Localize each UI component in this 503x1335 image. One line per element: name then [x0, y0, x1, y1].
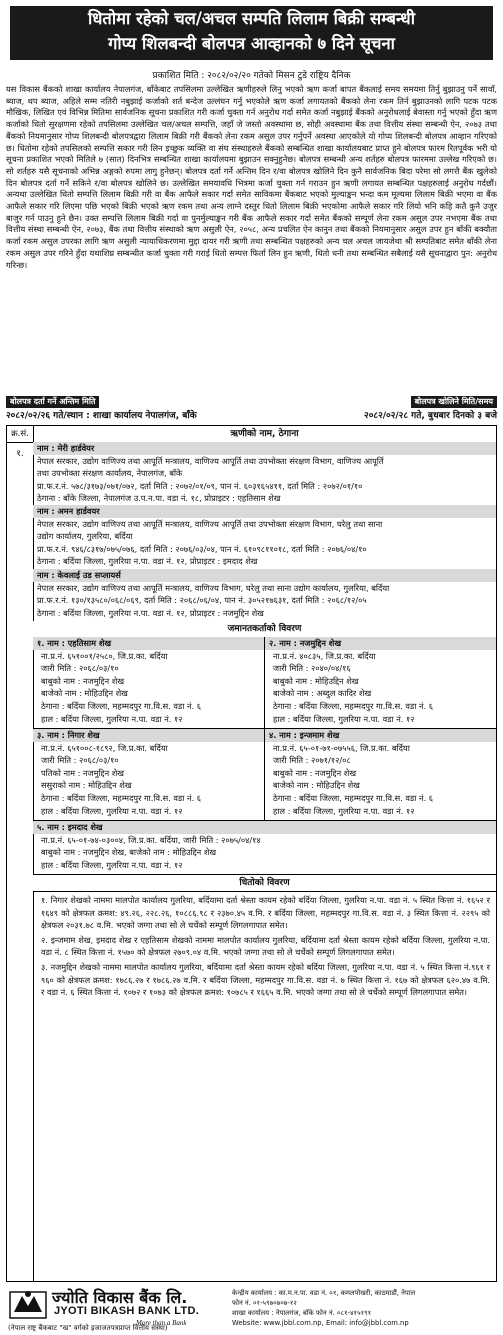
- borrower-entry: [33, 442, 496, 506]
- borrower-line: प्रा.फ.र.नं. ९४६/८३१७/०७५/०७६, दर्ता मिति : २०७६/०३/०४, पान नं. ६१०९८११०१८, दर्ता मिति : २०७६/०४/१०: [37, 543, 367, 554]
- guarantor-line: जारी मिति : २०७१/१२/०८: [273, 755, 351, 766]
- guarantor-line: बाजेको नाम : मोहिउद्दिन शेख: [273, 780, 360, 791]
- sn-header: क्र.सं.: [7, 426, 34, 442]
- borrower-line: प्रा.फ.र.नं. १३०/१३५८०/०६८/०६९, दर्ता मिति : २०६८/०६/०४, पान नं. ३०५२१७६३१, दर्ता मिति : २०६८/१२/०५: [37, 595, 367, 605]
- contact-branch: शाखा कार्यालय : नेपालगंज, बाँके फोन नं. ०८१-४१५१९१: [232, 1309, 372, 1317]
- guarantor-name: १. नाम : एहतिसाम शेख: [33, 637, 264, 650]
- borrower-line: ठेगाना : बर्दिया जिल्ला, गुलरिया न.पा. वडा नं. १२, प्रोप्राइटर : नजमुद्दिन शेख: [37, 607, 264, 618]
- guarantor-card: [265, 729, 496, 821]
- guarantor-line: ना.प्र.नं. ६५१००१/२५८०, जि.प्र.का. बर्दिया: [41, 650, 168, 661]
- guarantor-line: हाल : बर्दिया जिल्ला, गुलरिया न.पा. वडा नं. १२: [41, 713, 183, 724]
- guarantor-card: [33, 821, 496, 875]
- guarantor-card: [33, 637, 265, 729]
- borrower-line: ठेगाना : बाँके जिल्ला, नेपालगंज उ.प.न.पा. वडा नं. १८, प्रोप्राइटर : एहतिसाम शेख: [37, 493, 281, 503]
- guarantor-line: ठेगाना : बर्दिया जिल्ला, महम्मदपुर गा.वि.स. वडा नं. ६: [41, 792, 202, 803]
- guarantor-line: ना.प्र.नं. ४०८३५, जि.प्र.का. बर्दिया: [273, 650, 376, 661]
- sn-number: १.: [16, 449, 24, 459]
- guarantor-line: बाबुको नाम : मोहिउद्दिन शेख: [273, 675, 359, 686]
- borrower-line: तथा उपभोक्ता संरक्षण कार्यालय, नेपालगंज, बाँके: [37, 468, 183, 478]
- guarantor-line: बाजेको नाम : अब्दुल कादिर शेख: [273, 688, 372, 699]
- bank-footer: [0, 1284, 503, 1335]
- guarantor-name: ४. नाम : इन्जमाम शेख: [265, 729, 496, 742]
- register-deadline-label: बोलपत्र दर्ता गर्ने अन्तिम मिति: [6, 396, 99, 408]
- guarantor-line: हाल : बर्दिया जिल्ला, गुलरिया न.पा. वडा नं. १२: [273, 713, 415, 724]
- sn-column: [7, 442, 34, 1281]
- guarantor-card: [265, 637, 496, 729]
- borrower-line: नेपाल सरकार, उद्योग वाणिज्य तथा आपूर्ति मन्त्रालय, वाणिज्य आपूर्ति तथा उपभोक्ता संरक्षण विभाग, घरेलु तथा साना: [37, 518, 383, 529]
- guarantor-line: बाबुको नाम : नजमुद्दिन शेख: [41, 675, 125, 686]
- open-date-label: बोलपत्र खोलिने मिति/समय: [411, 396, 497, 408]
- bank-logo-icon: [8, 1288, 48, 1320]
- title-line-2: गोप्य शिलबन्दी बोलपत्र आव्हानको ७ दिने सूचना: [108, 34, 395, 53]
- guarantor-card: [33, 729, 265, 821]
- guarantor-line: जारी मिति : २०४०/०४/१६: [273, 663, 351, 674]
- borrower-line: नेपाल सरकार, उद्योग वाणिज्य तथा आपूर्ति मन्त्रालय, वाणिज्य आपूर्ति तथा उपभोक्ता संरक्षण विभाग, वाणिज्य आपूर्ति: [37, 455, 384, 466]
- contact-head-office: केन्द्रीय कार्यालय : का.म.न.पा. वडा नं. ०१, कमलपोखरी, काठमाडौं, नेपाल: [232, 1289, 416, 1297]
- bank-tagline: More than a Bank: [136, 1319, 187, 1327]
- guarantor-name: २. नाम : नजमुद्दिन शेख: [265, 637, 496, 650]
- borrower-entry: [33, 505, 496, 570]
- borrower-line: उद्योग कार्यालय, गुलरिया, बर्दिया: [37, 531, 133, 541]
- guarantor-line: ससुराको नाम : मोहिउद्दिन शेख: [41, 780, 132, 791]
- guarantor-header: जमानतकर्ताको विवरण: [33, 621, 496, 638]
- borrower-entry: [33, 569, 496, 622]
- guarantor-line: जारी मिति : २०६८/०३/१०: [41, 755, 119, 766]
- borrower-line: ठेगाना : बर्दिया जिल्ला, गुलरिया न.पा. वडा नं. १२, प्रोप्राइटर : इमदाद शेख: [37, 556, 258, 566]
- open-date-value: २०८२/०२/२८ गते, बुधबार दिनको ३ बजे: [364, 411, 497, 421]
- collateral-header: धितोको विवरण: [33, 875, 496, 892]
- guarantor-name: ३. नाम : निगार शेख: [33, 729, 264, 742]
- guarantor-line: बाबुको नाम : नजमुद्दिन शेख, बाजेको नाम : मोहिउद्दिन शेख: [41, 847, 217, 858]
- bank-name-en: JYOTI BIKASH BANK LTD.: [54, 1305, 200, 1317]
- guarantor-line: पतिको नाम : नजमुद्दिन शेख: [41, 767, 124, 778]
- borrower-header: ऋणीको नाम, ठेगाना: [230, 429, 299, 439]
- collateral-item: २. इन्जमाम शेख, इमदाद शेख र एहतिसाम शेखको नाममा मालपोत कार्यालय गुलरिया, बर्दियामा दर्ता श्रेस्ता कायम रहेको बर्दिया जिल्ला, गुलरिया न.पा. वडा नं. ८ स्थित कित्ता नं. १५७० को क्षेत्रफल २७०९.०४ व.मि. भएको जग्गा तथा सो ले चर्चेको सम्पूर्ण लिगलगापात समेत।: [41, 934, 490, 958]
- guarantor-name: ५. नाम : इमदाद शेख: [33, 821, 496, 834]
- guarantor-line: बाजेको नाम : मोहिउद्दिन शेख: [41, 688, 128, 699]
- guarantor-line: जारी मिति : २०६८/०३/१०: [41, 663, 119, 674]
- published-date: प्रकाशित मिति : २०८२/०२/२० गतेको मिसन टुडे राष्ट्रिय दैनिक: [152, 71, 351, 81]
- guarantor-line: ठेगाना : बर्दिया जिल्ला, महम्मदपुर गा.वि.स. वडा नं. ६: [273, 700, 434, 711]
- borrower-table: [6, 425, 497, 1282]
- collateral-item: १. निगार शेखको नाममा मालपोत कार्यालय गुलरिया, बर्दियामा दर्ता श्रेस्ता कायम रहेको बर्दिया जिल्ला, गुलरिया न.पा. वडा नं. ५ स्थित कित्ता नं. १६५२ र १६४९ को क्षेत्रफल क्रमश: ४९.२६, २२८.२६, १०८८६.९८ र २३७०.४५ व.मि. र बर्दिया जिल्ला, महम्मदपुर गा.वि.स. वडा नं. ३ स्थित कित्ता नं. २२९५ को क्षेत्रफल २०३१.७८ व.मि. भएको जग्गा तथा सो ले चर्चेको सम्पूर्ण लिगलगापात समेत।: [41, 895, 490, 931]
- table-header: [7, 426, 496, 443]
- intro-paragraph: यस विकास बैंकको शाखा कार्यालय नेपालगंज, बाँकेबाट तपसिलमा उल्लेखित ऋणीहरुले लिनु भएको ऋण कर्जा बापत बैंकलाई समय समयमा तिर्नु बुझाउनु पर्ने सावाँ, ब्याज, थप ब्याज, अहिले सम्म नतिरी नबुझाई कर्जाको शर्त बन्देज उल्लंघन गर्नु भएकोले ऋण कर्जा लगायतको बैंकको लेना रकम तिर्न बुझाउनको लागि पटक पटक मौखिक, लिखित एवं विभिन्न मितिमा सार्वजनिक सूचना प्रकाशित गरी कर्जा चुक्ता गर्न अनुरोध गर्दा समेत कर्जा नबुझाई बैंकको अनुरोधलाई बेवास्ता गर्नु भएको हुँदा ऋण कर्जाको धितो सुरक्षणमा रहेको तपसिलमा उल्लेखित चल/अचल सम्पत्ति, जहाँ जे जस्तो अवस्थामा छ, सोही अवस्थामा बैंक तथा वित्तीय संस्था सम्बन्धी ऐन, २०७३ तथा बैंकको नियमानुसार गोप्य शिलबन्दी बोलपत्रद्वारा लिलाम बिक्री गरी बैंकको लेना रकम असुल उपर गर्नुपर्ने अवस्था आएकोले यो गोप्य शिलबन्दी बोलपत्र आव्हान गरिएको छ। धितोमा रहेको तपसिलको सम्पत्ति सकार गरी लिन इच्छुक व्यक्ति वा संघ संस्थाहरुले बैंकको सम्बन्धित शाखा कार्यालयबाट प्राप्त हुने बोलपत्र फारम रितपूर्वक भरी यो सूचना प्रकाशित भएको मितिले ७ (सात) दिनभित्र सम्बन्धित शाखा कार्यालयमा बुझाउन सक्नुहुनेछ। बोलपत्र सम्बन्धी अन्य शर्तहरु बोलपत्र फारममा उल्लेख गरिएको छ। सो शर्तहरु यसै सूचनाको अभिन्न अङ्गको रुपमा लागु हुनेछन्। बोलपत्र दर्ता गर्ने अन्तिम दिन र/वा बोलपत्र खोलिने दिन कुनै सार्वजनिक बिदा परेमा सो लगत्तै बैंक खुलेको दिन बोलपत्र दर्ता गर्ने सकिने र/वा बोलपत्र खोलिने छ। उल्लेखित समयावधि भित्रमा कर्जा चुक्ता गर्न गराउन हुन ऋणी लगायत सम्बन्धित पक्षहरुलाई अनुरोध गर्दछौं। अन्यथा उल्लेखित धितो सम्पत्ति लिलाम बिक्री गरी वा बैंक आफैले सकार गर्दा समेत साविकमा बैंकबाट भएको मुल्याङ्कन भन्दा कम मूल्यमा लिलाम बिक्री भएमा वा बैंक आफैले सकार गरि लिएमा पछि भएको बिक्री भएको ऋण रकम तथा अन्य लाग्ने दस्तुर धितो लिलाम बिक्री भएकोमा आफैले सकार गरि लियो भनि कहि कतै कुनै उजुर बाजुर गर्न पाउनु हुने छैन। उक्त सम्पत्ति लिलाम बिक्री गर्दा वा पुनर्मुल्याङ्कन गरी बैंक आफैले सकार गर्दा समेत बैंकको सम्पूर्ण लेना रकम असुल उपर नभएमा बैंक तथा वित्तीय संस्था सम्बन्धी ऐन, २०७३, बैंक तथा वित्तीय संस्थाको ऋण असुली ऐन, २०५८, अन्य प्रचलित ऐन कानुन तथा बैंकको नियमानुसार असुल उपर हुन बाँकी बक्यौता कर्जा रकम असुल उपरका लागि ऋण असुली न्यायाधिकरणमा मुद्दा दायर गरी ऋणी तथा सम्बन्धित पक्षहरुको अन्य चल अचल जायजेथा श्री सम्पतिबाट समेत बाँकी लेना रकम असुल उपर गरिने हुँदा यथाशिघ्र सम्बन्धीत कर्जा चुक्ता गरी गराई धितो सम्पत्त फिर्ता लिन हुन ऋणी, धितो धनी तथा सम्बन्धित सबैलाई यसै सूचनाद्वारा पुन: अनुरोध गरिन्छ।: [6, 84, 497, 270]
- guarantor-line: ना.प्र.नं. ६५-०१-७४-०३००४, जि.प्र.का. बर्दिया, जारी मिति : २०७५/०४/१४: [41, 834, 261, 845]
- contact-phone: फोन नं. ०१-५९७०७०७-१२: [232, 1299, 297, 1307]
- borrower-name: नाम : अमन हार्डवयर: [33, 505, 496, 518]
- notice-title-box: [10, 6, 493, 60]
- bank-license-note: (नेपाल राष्ट्र बैंकबाट "ख" वर्गको इजाजतपत्रप्राप्त वित्तीय संस्था): [8, 1324, 168, 1332]
- borrower-line: नेपाल सरकार, उद्योग वाणिज्य तथा आपूर्ति मन्त्रालय, वाणिज्य विभाग, घरेलु तथा साना उद्योग कार्यालय, गुलरिया, बर्दिया: [37, 582, 390, 593]
- bank-name-np: ज्योति विकास बैंक लि.: [52, 1288, 188, 1307]
- contact-web-email: Website: www.jbbl.com.np, Email: info@jbbl.com.np: [232, 1319, 409, 1327]
- guarantor-line: हाल : बर्दिया जिल्ला, गुलरिया न.पा. वडा नं. १२: [273, 805, 415, 816]
- borrower-name: नाम : मेरी हार्डवेयर: [33, 442, 496, 455]
- guarantor-line: बाबुको नाम : नजमुद्दिन शेख: [273, 767, 357, 778]
- borrower-line: प्रा.फ.र.नं. ५७८/३१७३/०७१/०७२, दर्ता मिति : २०७२/०१/०९, पान नं. ६०३१६५४११, दर्ता मिति : २०७२/०१/१०: [37, 480, 363, 491]
- guarantor-line: ठेगाना : बर्दिया जिल्ला, महम्मदपुर गा.वि.स. वडा नं. ६: [273, 792, 434, 803]
- borrower-name: नाम : केवलाई उड सप्लायर्स: [33, 569, 496, 582]
- guarantor-line: ना.प्र.नं. ६५-०१-७१-०७५५६, जि.प्र.का. बर्दिया: [273, 742, 410, 753]
- guarantor-line: ठेगाना : बर्दिया जिल्ला, महम्मदपुर गा.वि.स. वडा नं. ६: [41, 700, 202, 711]
- guarantor-line: ना.प्र.नं. ६५१००८-१८९२, जि.प्र.का. बर्दिया: [41, 742, 168, 753]
- guarantor-line: हाल : बर्दिया जिल्ला, गुलरिया न.पा. वडा नं. १२: [41, 805, 183, 816]
- collateral-item: ३. नजमुद्दिन शेखको नाममा मालपोत कार्यालय गुलरिया, बर्दियामा दर्ता श्रेस्ता कायम रहेको बर्दिया जिल्ला, गुलरिया न.पा. वडा नं. ५ स्थित कित्ता नं.९६१ र ९६० को क्षेत्रफल क्रमश: १७८६.२७ र १७८६.२७ व.मि. र बर्दिया जिल्ला, महम्मदपुर गा.वि.स. वडा नं. ७ स्थित कित्ता नं. १६७ को क्षेत्रफल ६२०.४७ व.मि. र वडा नं. ६ स्थित कित्ता नं. १०७२ र १०७३ को क्षेत्रफल क्रमश: १०७८५ र १६६५ व.मि. भएको जग्गा तथा सो ले चर्चेको सम्पूर्ण लिगलगापात समेत।: [41, 961, 490, 998]
- title-line-1: धितोमा रहेको चल/अचल सम्पति लिलाम बिक्री सम्बन्धी: [88, 9, 415, 28]
- contact-info: [232, 1288, 498, 1328]
- collateral-list: [33, 894, 496, 1001]
- guarantor-line: हाल : बर्दिया जिल्ला, गुलरिया न.पा. वडा नं. १२: [41, 859, 183, 870]
- register-deadline-value: २०८२/०२/२६ गते/स्थान : शाखा कार्यालय नेपालगंज, बाँके: [6, 411, 197, 421]
